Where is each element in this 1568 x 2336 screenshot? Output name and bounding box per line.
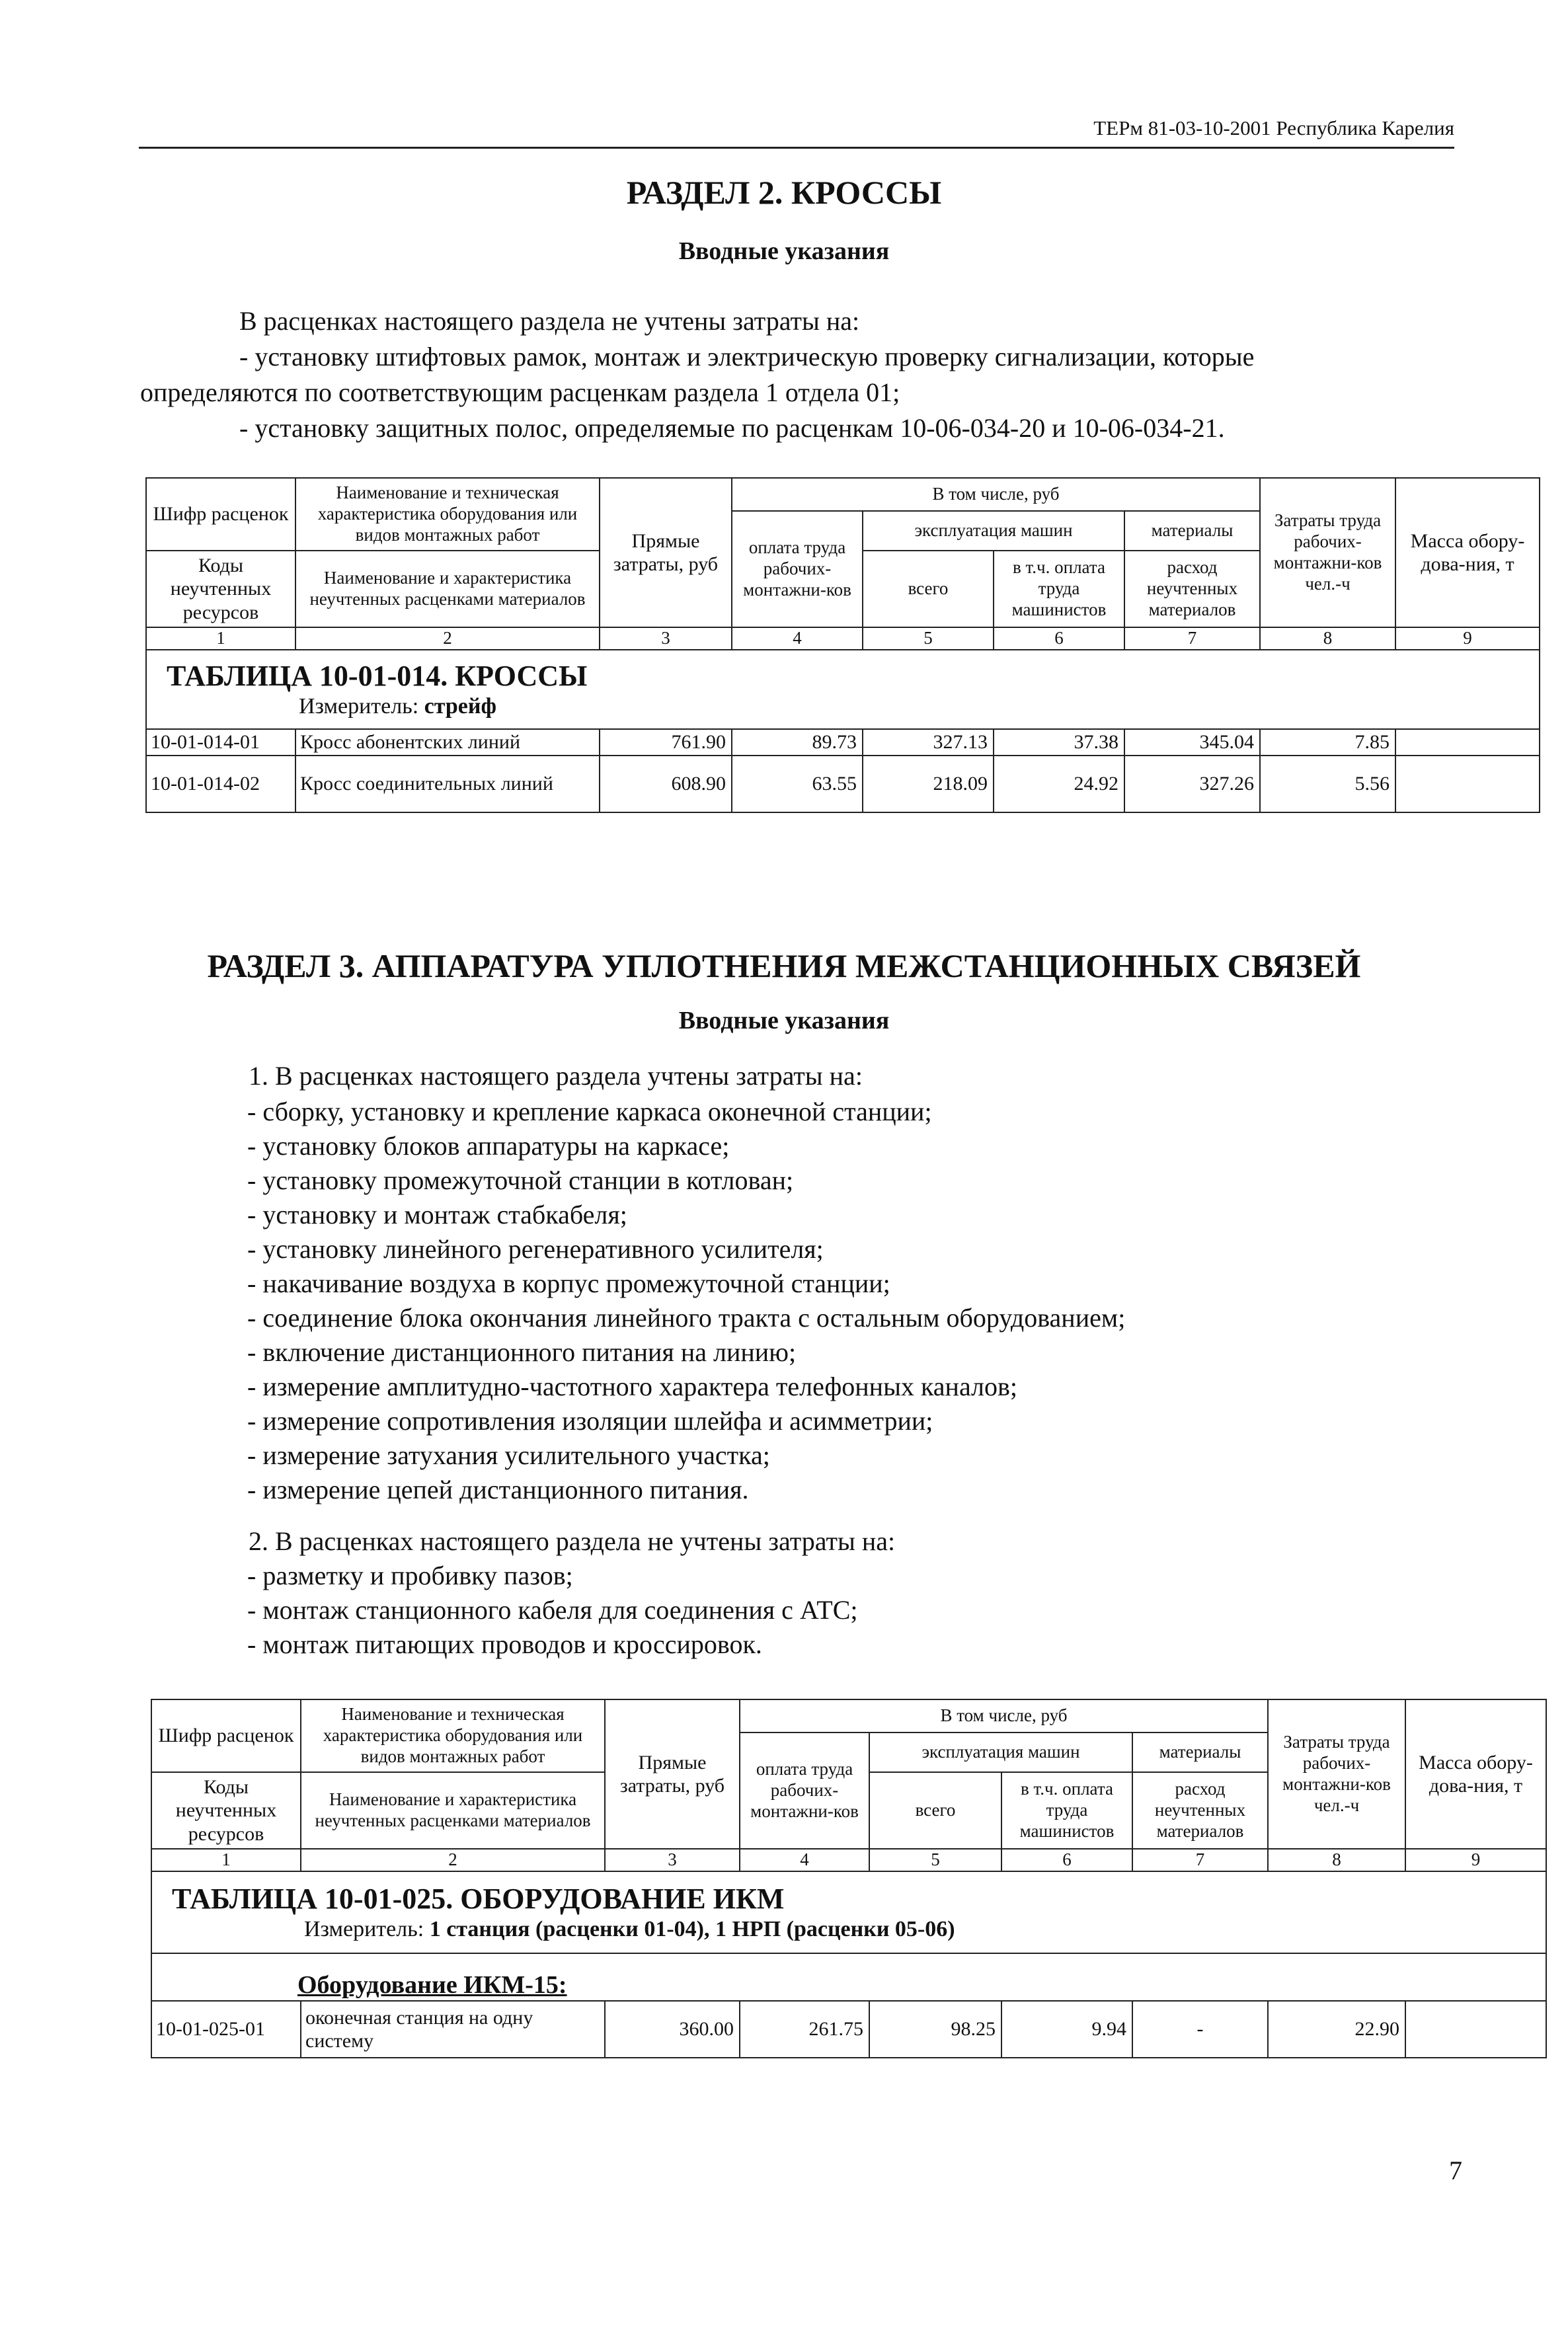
hdr-materials: материалы xyxy=(1132,1733,1268,1772)
row-labor: 89.73 xyxy=(732,729,863,756)
hdr-machines: эксплуатация машин xyxy=(869,1733,1132,1772)
hdr-machines-incl: в т.ч. оплата труда машинистов xyxy=(1001,1772,1132,1849)
hdr-labor-cost: Затраты труда рабочих-монтажни-ков чел.-ч xyxy=(1268,1699,1405,1849)
hdr-labor-cost: Затраты труда рабочих-монтажни-ков чел.-ч xyxy=(1260,478,1395,627)
col-num-2: 2 xyxy=(295,627,600,650)
table-row xyxy=(146,756,1540,812)
col-num-4: 4 xyxy=(740,1849,869,1871)
row-hours: 7.85 xyxy=(1260,729,1395,756)
col-num-5: 5 xyxy=(863,627,994,650)
hdr-name: Наименование и техническая характеристика оборудования или видов монтажных работ xyxy=(295,478,600,551)
col-num-9: 9 xyxy=(1405,1849,1546,1871)
section2-intro-title: Вводные указания xyxy=(678,237,890,265)
section3-list2-0: 2. В расценках настоящего раздела не учтены затраты на: xyxy=(249,1526,896,1556)
col-num-4: 4 xyxy=(732,627,863,650)
table-row xyxy=(151,2001,1546,2058)
col-num-8: 8 xyxy=(1268,1849,1405,1871)
section3-list1-12: - измерение цепей дистанционного питания. xyxy=(247,1475,749,1504)
col-num-1: 1 xyxy=(151,1849,301,1871)
section3-list1-0: 1. В расценках настоящего раздела учтены затраты на: xyxy=(249,1061,863,1091)
section3-list2-2: - монтаж станционного кабеля для соединения с АТС; xyxy=(247,1595,858,1625)
table2-title: ТАБЛИЦА 10-01-025. ОБОРУДОВАНИЕ ИКМ xyxy=(172,1882,785,1915)
section3-title: РАЗДЕЛ 3. АППАРАТУРА УПЛОТНЕНИЯ МЕЖСТАНЦИОННЫХ СВЯЗЕЙ xyxy=(207,947,1361,984)
col-num-6: 6 xyxy=(1001,1849,1132,1871)
hdr-code-unaccounted: Коды неучтенных ресурсов xyxy=(146,551,295,627)
row-labor: 63.55 xyxy=(732,756,863,812)
col-num-9: 9 xyxy=(1395,627,1540,650)
row-code: 10-01-025-01 xyxy=(151,2001,301,2058)
running-header: ТЕРм 81-03-10-2001 Республика Карелия xyxy=(1093,116,1454,139)
section2-para-1: В расценках настоящего раздела не учтены затраты на: xyxy=(239,306,860,336)
section3-list1-2: - установку блоков аппаратуры на каркасе; xyxy=(247,1131,730,1161)
col-num-7: 7 xyxy=(1124,627,1260,650)
col-num-6: 6 xyxy=(994,627,1124,650)
table2-subgroup-cell xyxy=(151,1953,1546,2001)
section3-list1-9: - измерение амплитудно-частотного характера телефонных каналов; xyxy=(247,1372,1018,1401)
section3-list1-6: - накачивание воздуха в корпус промежуточной станции; xyxy=(247,1268,890,1298)
hdr-machines-total: всего xyxy=(869,1772,1001,1849)
section3-list2-3: - монтаж питающих проводов и кроссировок. xyxy=(247,1629,762,1659)
section3-list1-5: - установку линейного регенеративного усилителя; xyxy=(247,1234,824,1264)
row-mat: 345.04 xyxy=(1124,729,1260,756)
table1-title: ТАБЛИЦА 10-01-014. КРОССЫ xyxy=(167,659,588,692)
hdr-name-materials: Наименование и характеристика неучтенных расценками материалов xyxy=(295,551,600,627)
col-num-1: 1 xyxy=(146,627,295,650)
row-mass xyxy=(1395,729,1540,756)
section2-para-4: - установку защитных полос, определяемые по расценкам 10-06-034-20 и 10-06-034-21. xyxy=(239,413,1225,443)
hdr-mass: Масса обору-дова-ния, т xyxy=(1405,1699,1546,1849)
section2-title: РАЗДЕЛ 2. КРОССЫ xyxy=(626,174,942,211)
hdr-code: Шифр расценок xyxy=(146,478,295,551)
row-mach: 218.09 xyxy=(863,756,994,812)
col-num-3: 3 xyxy=(605,1849,740,1871)
header-rule xyxy=(139,147,1454,149)
section2-para-2: - установку штифтовых рамок, монтаж и электрическую проверку сигнализации, которые xyxy=(239,342,1255,371)
section3-intro-title: Вводные указания xyxy=(678,1007,890,1034)
hdr-direct: Прямые затраты, руб xyxy=(600,478,732,627)
section3-list1-11: - измерение затухания усилительного участка; xyxy=(247,1440,770,1470)
hdr-labor-pay: оплата труда рабочих-монтажни-ков xyxy=(732,511,863,627)
section2-para-3: определяются по соответствующим расценкам раздела 1 отдела 01; xyxy=(140,377,900,407)
hdr-mass: Масса обору-дова-ния, т xyxy=(1395,478,1540,627)
row-code: 10-01-014-02 xyxy=(146,756,295,812)
hdr-including: В том числе, руб xyxy=(740,1699,1268,1733)
section3-list2-1: - разметку и пробивку пазов; xyxy=(247,1561,573,1590)
row-name: Кросс соединительных линий xyxy=(295,756,600,812)
table-row xyxy=(146,729,1540,756)
hdr-direct: Прямые затраты, руб xyxy=(605,1699,740,1849)
section3-list1-7: - соединение блока окончания линейного тракта с остальным оборудованием; xyxy=(247,1303,1126,1333)
col-num-3: 3 xyxy=(600,627,732,650)
row-mach-incl: 24.92 xyxy=(994,756,1124,812)
hdr-materials-usage: расход неучтенных материалов xyxy=(1132,1772,1268,1849)
section3-list1-1: - сборку, установку и крепление каркаса оконечной станции; xyxy=(247,1097,932,1126)
section3-list1-3: - установку промежуточной станции в котлован; xyxy=(247,1165,794,1195)
table1-title-cell xyxy=(146,650,1540,729)
hdr-code: Шифр расценок xyxy=(151,1699,301,1772)
row-mat: 327.26 xyxy=(1124,756,1260,812)
row-name: Кросс абонентских линий xyxy=(295,729,600,756)
row-direct: 608.90 xyxy=(600,756,732,812)
hdr-machines-incl: в т.ч. оплата труда машинистов xyxy=(994,551,1124,627)
row-mass xyxy=(1405,2001,1546,2058)
table2-title-cell xyxy=(151,1871,1546,1953)
row-name: оконечная станция на одну систему xyxy=(301,2001,605,2058)
hdr-materials-usage: расход неучтенных материалов xyxy=(1124,551,1260,627)
section3-list1-10: - измерение сопротивления изоляции шлейфа и асимметрии; xyxy=(247,1406,933,1436)
col-num-8: 8 xyxy=(1260,627,1395,650)
row-hours: 22.90 xyxy=(1268,2001,1405,2058)
hdr-including: В том числе, руб xyxy=(732,478,1260,511)
hdr-name-materials: Наименование и характеристика неучтенных расценками материалов xyxy=(301,1772,605,1849)
col-num-7: 7 xyxy=(1132,1849,1268,1871)
table1-measure xyxy=(167,693,1535,720)
row-mach-incl: 9.94 xyxy=(1001,2001,1132,2058)
hdr-machines-total: всего xyxy=(863,551,994,627)
section3-list1-8: - включение дистанционного питания на линию; xyxy=(247,1337,797,1367)
page-number: 7 xyxy=(1449,2156,1462,2185)
row-mach: 327.13 xyxy=(863,729,994,756)
row-direct: 360.00 xyxy=(605,2001,740,2058)
row-direct: 761.90 xyxy=(600,729,732,756)
table1-measure-value: стрейф xyxy=(424,693,497,719)
hdr-code-unaccounted: Коды неучтенных ресурсов xyxy=(151,1772,301,1849)
row-labor: 261.75 xyxy=(740,2001,869,2058)
hdr-materials: материалы xyxy=(1124,511,1260,551)
col-num-2: 2 xyxy=(301,1849,605,1871)
table2-measure-value: 1 станция (расценки 01-04), 1 НРП (расценки 05-06) xyxy=(429,1916,955,1941)
hdr-name: Наименование и техническая характеристика оборудования или видов монтажных работ xyxy=(301,1699,605,1772)
table2-measure-label: Измеритель: xyxy=(304,1916,430,1941)
table2-measure xyxy=(172,1916,1542,1943)
col-num-5: 5 xyxy=(869,1849,1001,1871)
table2-subgroup: Оборудование ИКМ-15: xyxy=(297,1971,567,2000)
row-mach-incl: 37.38 xyxy=(994,729,1124,756)
rates-table-2 xyxy=(151,1699,1547,2058)
section3-list1-4: - установку и монтаж стабкабеля; xyxy=(247,1200,627,1229)
rates-table-1 xyxy=(145,477,1540,813)
row-mat: - xyxy=(1132,2001,1268,2058)
row-hours: 5.56 xyxy=(1260,756,1395,812)
row-code: 10-01-014-01 xyxy=(146,729,295,756)
row-mach: 98.25 xyxy=(869,2001,1001,2058)
row-mass xyxy=(1395,756,1540,812)
hdr-labor-pay: оплата труда рабочих-монтажни-ков xyxy=(740,1733,869,1849)
hdr-machines: эксплуатация машин xyxy=(863,511,1124,551)
table1-measure-label: Измеритель: xyxy=(299,693,424,719)
